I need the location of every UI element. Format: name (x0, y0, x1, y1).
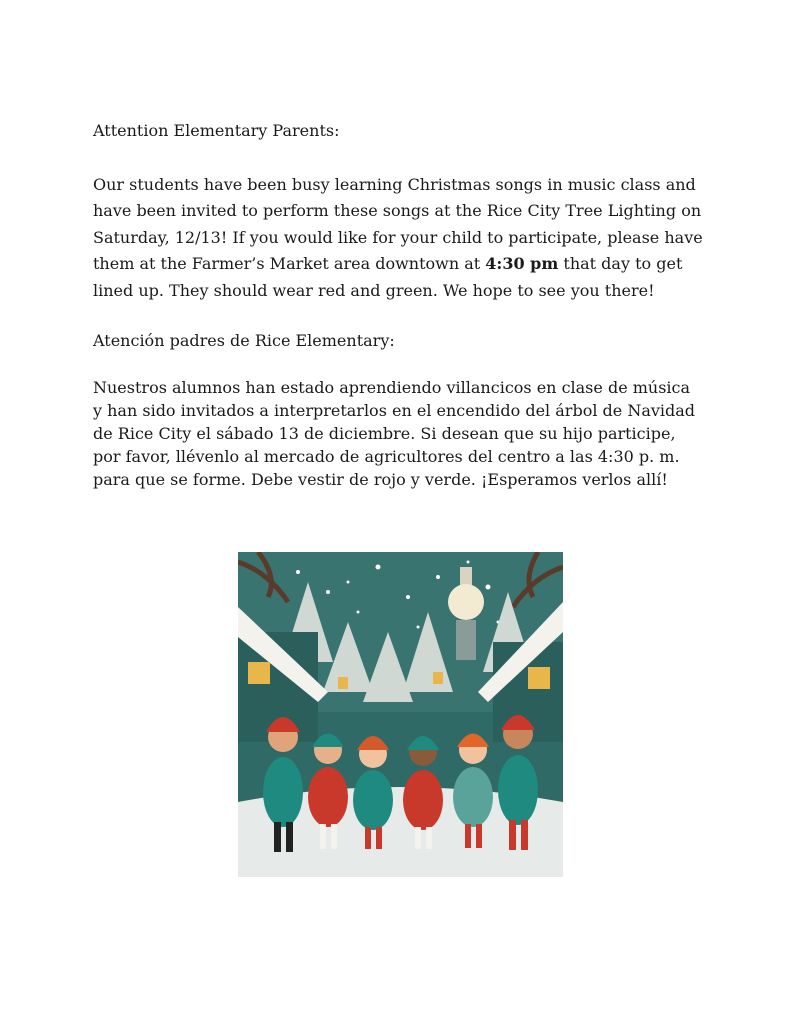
event-time: 4:30 pm (485, 254, 559, 274)
english-body (93, 172, 703, 304)
english-body-part1: Our students have been busy learning Christmas songs in music class and have been invited to perform these songs at the Rice City Tree Lighting on Saturday, 12/13! If you would like for your child to participate, please have them at the Farmer’s Market area downtown at (93, 175, 703, 274)
english-greeting: Attention Elementary Parents: (93, 121, 340, 140)
children-caroling-illustration (238, 552, 563, 877)
spanish-greeting: Atención padres de Rice Elementary: (93, 331, 395, 350)
spanish-body: Nuestros alumnos han estado aprendiendo villancicos en clase de música y han sido invitados a interpretarlos en el encendido del árbol de Navidad de Rice City el sábado 13 de diciembre. Si desean que su hijo participe, por favor, llévenlo al mercado de agricultores del centro a las 4:30 p. m. para que se forme. Debe vestir de rojo y verde. ¡Esperamos verlos allí! (93, 378, 696, 489)
english-body-part2: that day to get lined up. They should wear red and green. We hope to see you there! (93, 254, 683, 300)
